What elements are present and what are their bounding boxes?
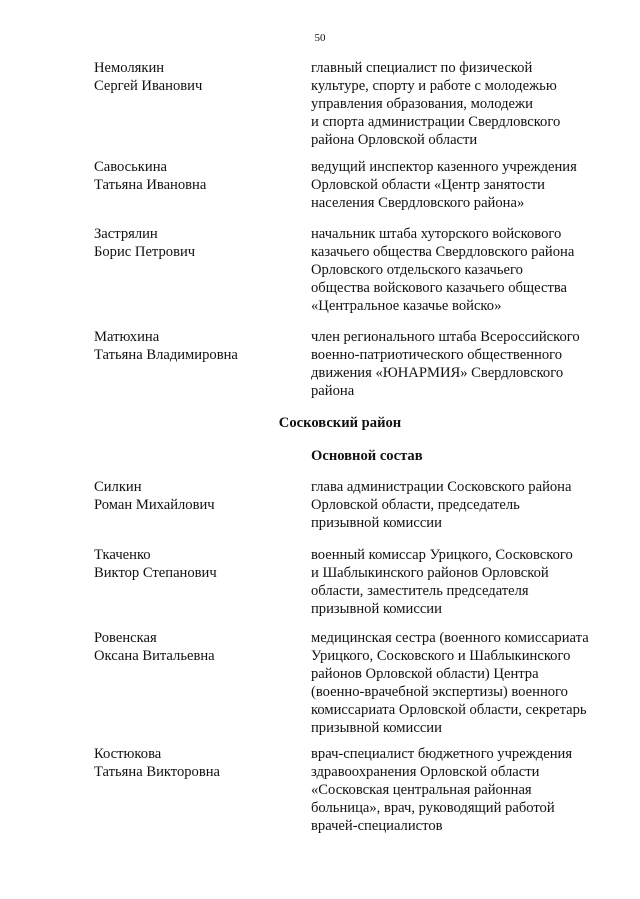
member-position: [311, 629, 611, 737]
surname: Ткаченко: [94, 547, 151, 563]
member-position: [311, 225, 611, 315]
given-names: Татьяна Владимировна: [94, 347, 238, 363]
member-name: [94, 745, 294, 781]
position-line: «Центральное казачье войско»: [311, 298, 502, 314]
position-line: и Шаблыкинского районов Орловской: [311, 565, 549, 581]
position-line: призывной комиссии: [311, 601, 442, 617]
position-line: и спорта администрации Свердловского: [311, 114, 561, 130]
position-line: населения Свердловского района»: [311, 195, 525, 211]
position-line: Орловской области «Центр занятости: [311, 177, 545, 193]
position-line: района Орловской области: [311, 132, 478, 148]
member-name: [94, 546, 294, 582]
given-names: Татьяна Викторовна: [94, 764, 221, 780]
position-line: врач-специалист бюджетного учреждения: [311, 746, 573, 762]
member-position: [311, 478, 611, 532]
given-names: Роман Михайлович: [94, 497, 215, 513]
surname: Силкин: [94, 479, 142, 495]
member-position: [311, 328, 611, 400]
member-position: [311, 745, 611, 835]
position-line: военный комиссар Урицкого, Сосковского: [311, 547, 573, 563]
position-line: управления образования, молодежи: [311, 96, 533, 112]
surname: Немолякин: [94, 60, 165, 76]
position-line: движения «ЮНАРМИЯ» Свердловского: [311, 365, 564, 381]
member-position: [311, 59, 611, 149]
position-line: района: [311, 383, 355, 399]
position-line: Урицкого, Сосковского и Шаблыкинского: [311, 648, 571, 664]
surname: Савоськина: [94, 159, 167, 175]
given-names: Борис Петрович: [94, 244, 196, 260]
section-heading: Сосковский район: [278, 415, 402, 431]
surname: Костюкова: [94, 746, 162, 762]
member-name: [94, 158, 294, 194]
member-name: [94, 225, 294, 261]
member-position: [311, 546, 611, 618]
position-line: районов Орловской области) Центра: [311, 666, 539, 682]
position-line: (военно-врачебной экспертизы) военного: [311, 684, 568, 700]
given-names: Татьяна Ивановна: [94, 177, 207, 193]
position-line: здравоохранения Орловской области: [311, 764, 540, 780]
member-name: [94, 478, 294, 514]
surname: Ровенская: [94, 630, 157, 646]
position-line: Орловской области, председатель: [311, 497, 520, 513]
position-line: больница», врач, руководящий работой: [311, 800, 555, 816]
position-line: казачьего общества Свердловского района: [311, 244, 575, 260]
position-line: медицинская сестра (военного комиссариата: [311, 630, 589, 646]
position-line: Орловского отдельского казачьего: [311, 262, 523, 278]
position-line: главный специалист по физической: [311, 60, 533, 76]
position-line: комиссариата Орловской области, секретарь: [311, 702, 587, 718]
position-line: начальник штаба хуторского войскового: [311, 226, 562, 242]
member-name: [94, 59, 294, 95]
position-line: ведущий инспектор казенного учреждения: [311, 159, 577, 175]
given-names: Оксана Витальевна: [94, 648, 215, 664]
member-name: [94, 629, 294, 665]
position-line: глава администрации Сосковского района: [311, 479, 572, 495]
given-names: Сергей Иванович: [94, 78, 203, 94]
position-line: призывной комиссии: [311, 515, 442, 531]
page-number: 50: [314, 32, 326, 44]
position-line: член регионального штаба Всероссийского: [311, 329, 580, 345]
member-position: [311, 158, 611, 212]
surname: Матюхина: [94, 329, 160, 345]
position-line: военно-патриотического общественного: [311, 347, 563, 363]
position-line: области, заместитель председателя: [311, 583, 529, 599]
given-names: Виктор Степанович: [94, 565, 217, 581]
position-line: культуре, спорту и работе с молодежью: [311, 78, 557, 94]
subsection-heading: Основной состав: [311, 448, 423, 464]
position-line: общества войскового казачьего общества: [311, 280, 568, 296]
position-line: призывной комиссии: [311, 720, 442, 736]
position-line: врачей-специалистов: [311, 818, 443, 834]
surname: Застрялин: [94, 226, 158, 242]
member-name: [94, 328, 294, 364]
position-line: «Сосковская центральная районная: [311, 782, 532, 798]
